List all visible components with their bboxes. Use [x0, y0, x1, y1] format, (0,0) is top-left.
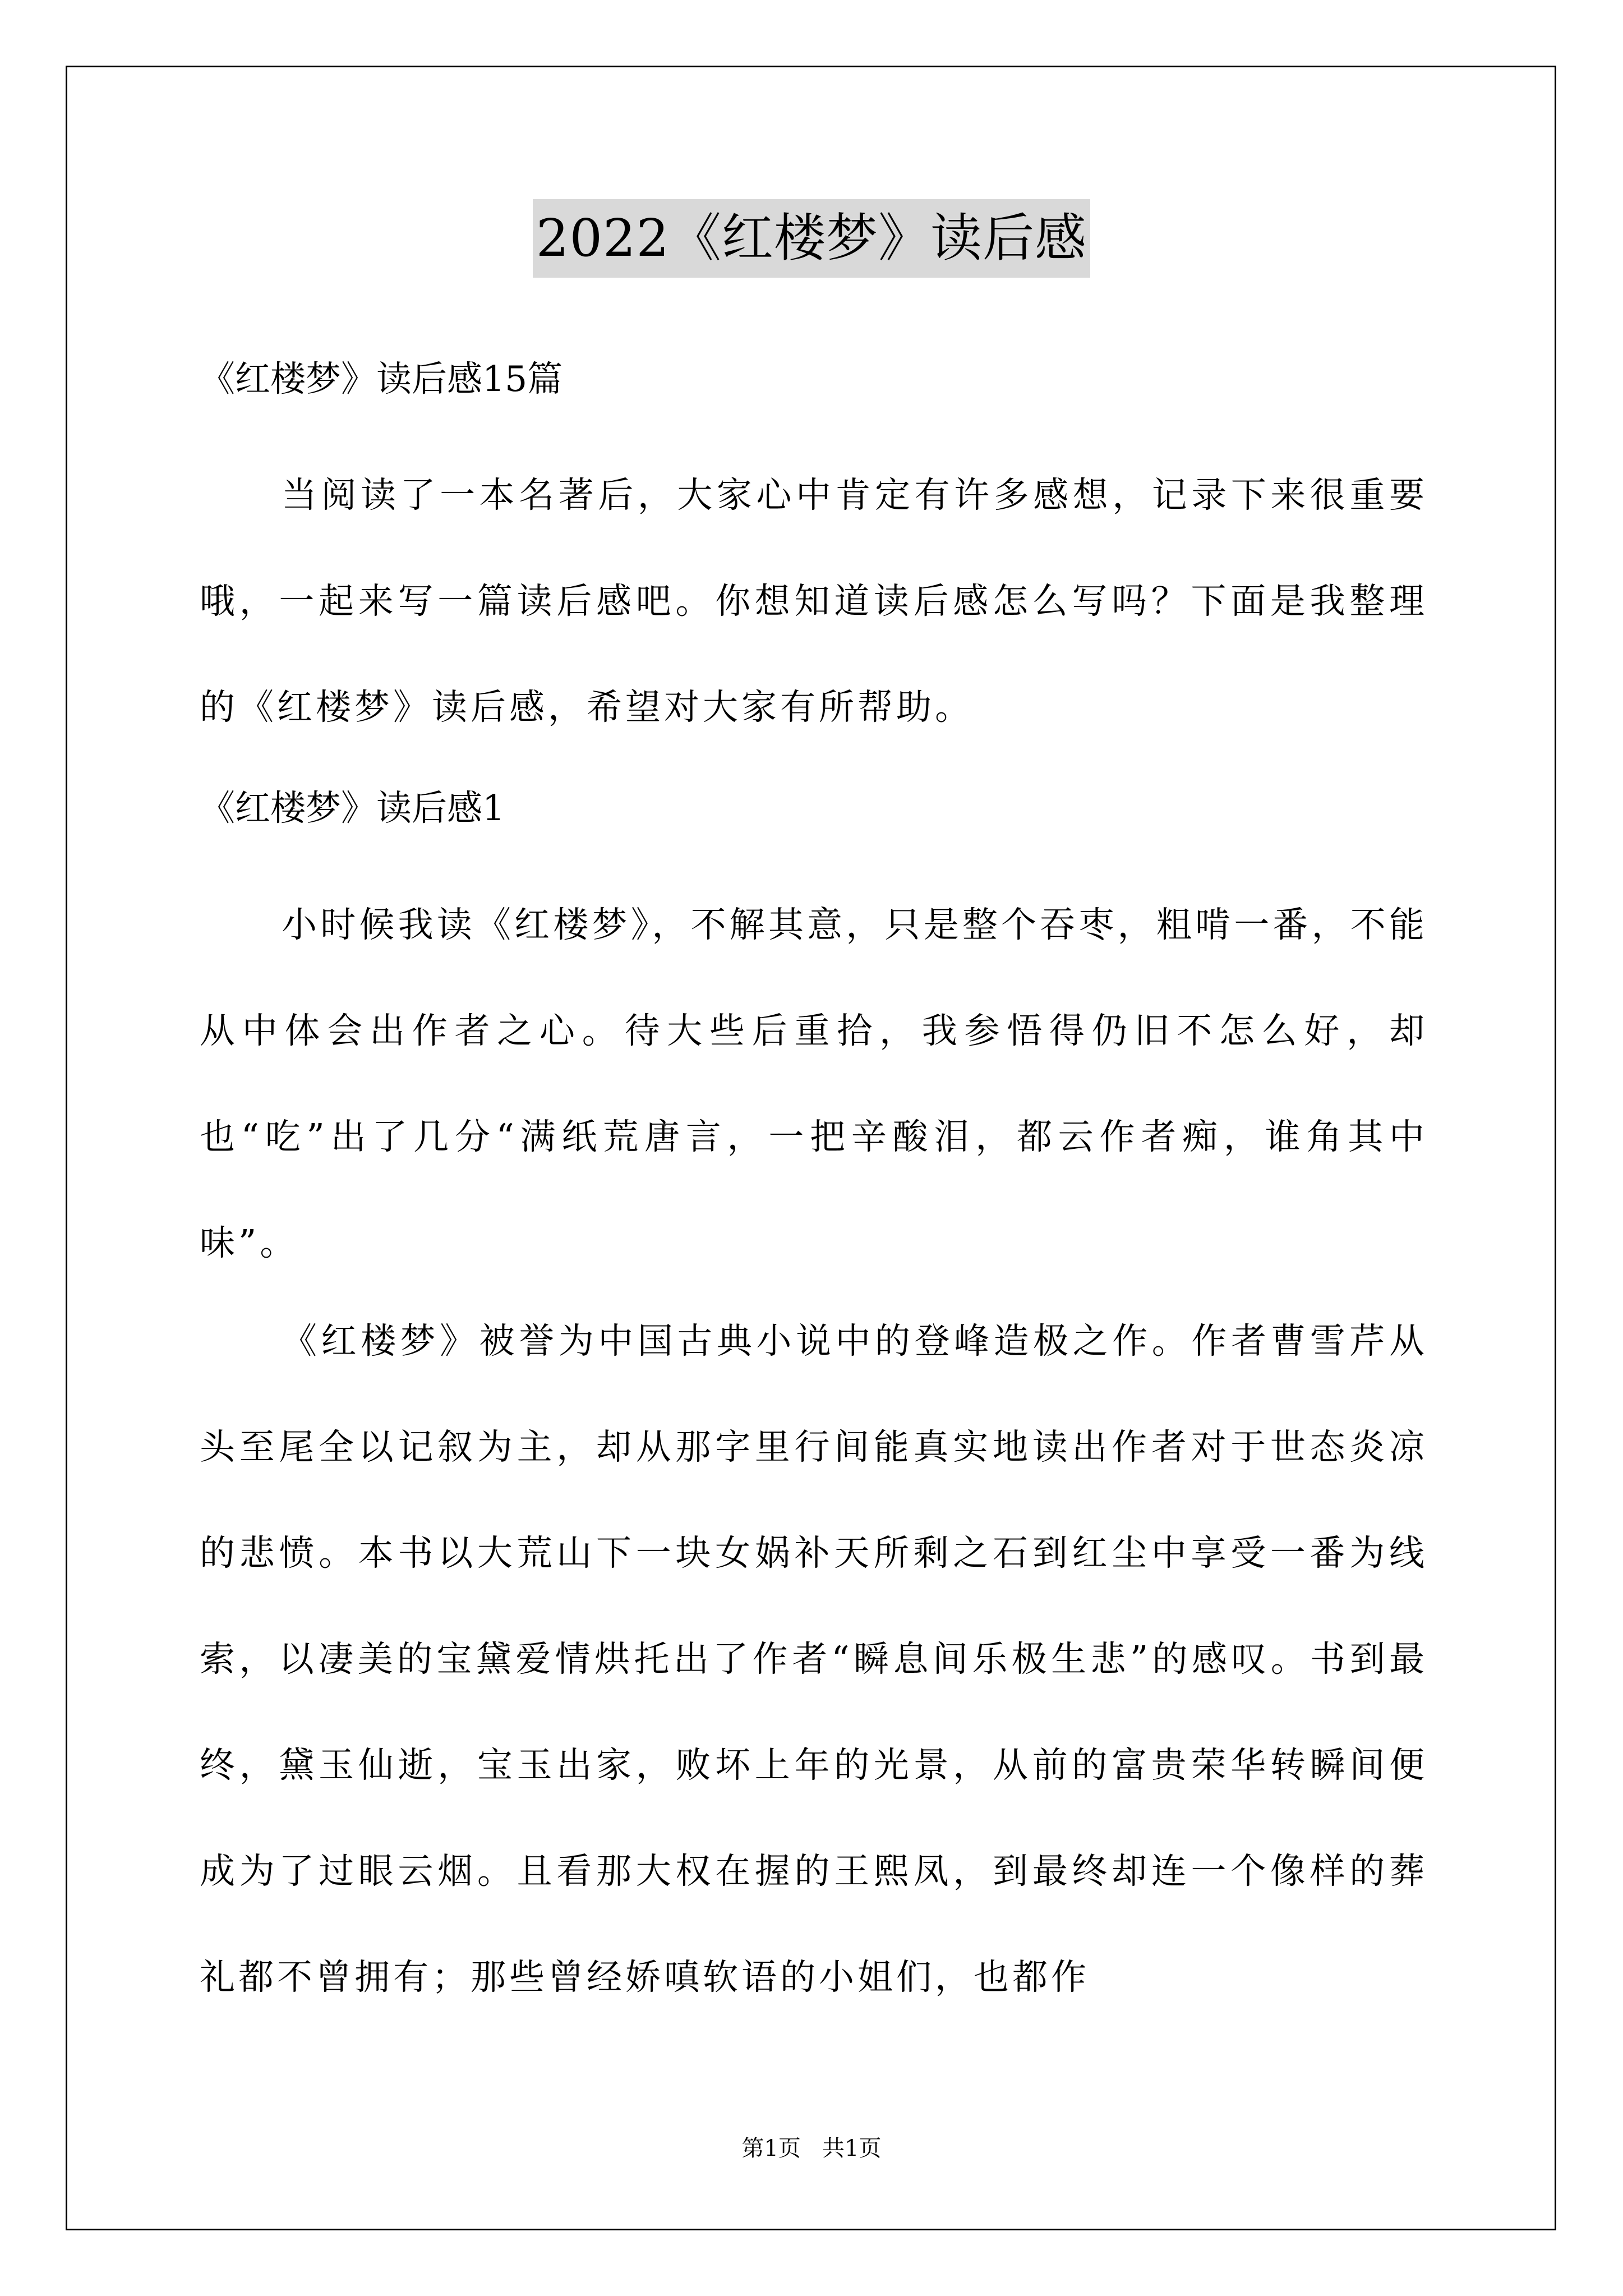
section-heading: 《红楼梦》读后感1 [200, 788, 505, 829]
body-paragraph: 《红楼梦》被誉为中国古典小说中的登峰造极之作。作者曹雪芹从头至尾全以记叙为主，却从那字里行间能真实地读出作者对于世态炎凉的悲愤。本书以大荒山下一块女娲补天所剩之石到红尘中享受一番为线索，以凄美的宝黛爱情烘托出了作者“瞬息间乐极生悲”的感叹。书到最终，黛玉仙逝，宝玉出家，败坏上年的光景，从前的富贵荣华转瞬间便成为了过眼云烟。且看那大权在握的王熙凤，到最终却连一个像样的葬礼都不曾拥有；那些曾经娇嗔软语的小姐们，也都作 [200, 1320, 1428, 1998]
document-subtitle: 《红楼梦》读后感15篇 [200, 358, 563, 399]
body-paragraph: 小时候我读《红楼梦》，不解其意，只是整个吞枣，粗啃一番，不能从中体会出作者之心。待大些后重拾，我参悟得仍旧不怎么好，却也“吃”出了几分“满纸荒唐言，一把辛酸泪，都云作者痴，谁角其中味”。 [200, 904, 1428, 1263]
page-footer: 第1页 共1页 [741, 2136, 882, 2161]
title-container [0, 199, 1623, 278]
document-title: 2022《红楼梦》读后感 [533, 199, 1090, 278]
intro-paragraph: 当阅读了一本名著后，大家心中肯定有许多感想，记录下来很重要哦，一起来写一篇读后感吧。你想知道读后感怎么写吗？下面是我整理的《红楼梦》读后感，希望对大家有所帮助。 [200, 475, 1428, 728]
